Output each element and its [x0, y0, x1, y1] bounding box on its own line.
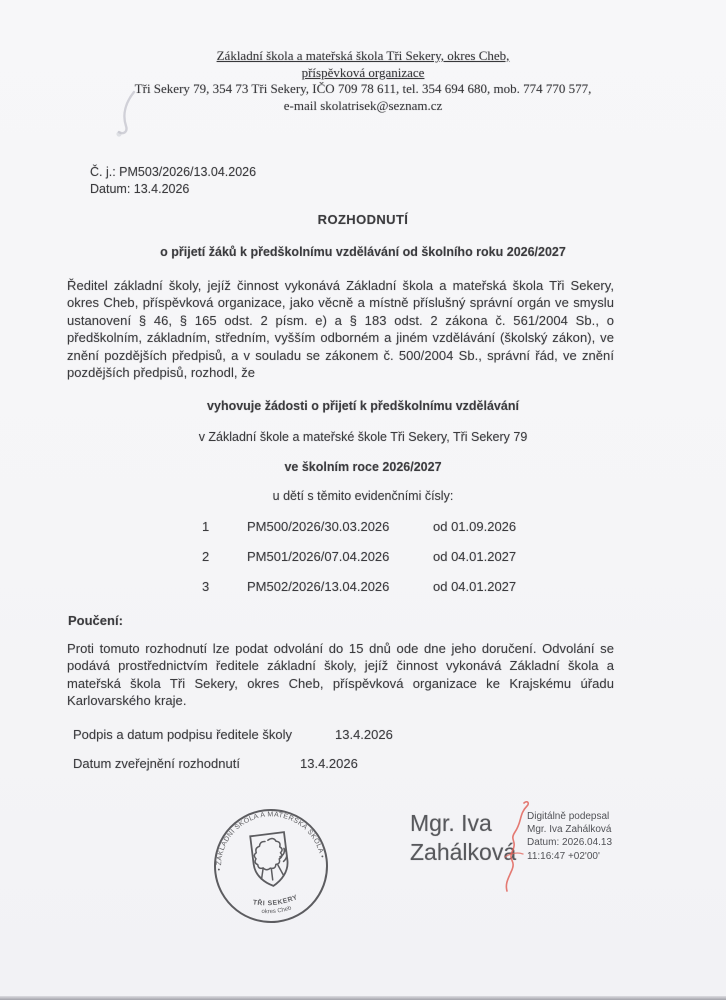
document-date: Datum: 13.4.2026	[90, 182, 190, 196]
document-title: ROZHODNUTÍ	[317, 212, 409, 227]
verdict-line: vyhovuje žádosti o přijetí k předškolnímu vzdělávání	[207, 399, 519, 413]
signer-name-line2: Zahálková	[410, 839, 517, 865]
svg-text:TŘI SEKERY	[251, 893, 299, 910]
admission-row	[0, 519, 726, 549]
signature-date-label: Podpis a datum podpisu ředitele školy	[73, 727, 292, 742]
signature-date-value: 13.4.2026	[335, 727, 393, 742]
digital-signature-details	[527, 810, 612, 863]
intro-paragraph: Ředitel základní školy, jejíž činnost vykonává Základní škola a mateřská škola Tři Sekery, okres Cheb, příspěvková organizace, jako věcně a místně příslušný správní orgán ve smyslu ustanovení § 46, § 165 odst. 2 písm. e) a § 183 odst. 2 zákona č. 561/2004 Sb., o předškolním, základním, středním, vyšším odborném a jiném vzdělávání (školský zákon), ve znění pozdějších předpisů, a v souladu se zákonem č. 500/2004 Sb., správní řád, ve znění pozdějších předpisů, rozhodl, že	[67, 278, 614, 381]
admission-start-date: od 01.09.2026	[433, 519, 517, 534]
reference-number: Č. j.: PM503/2026/13.04.2026	[90, 165, 257, 179]
stamp-town: TŘI SEKERY	[252, 893, 299, 908]
document-subtitle: o přijetí žáků k předškolnímu vzdělávání od školního roku 2026/2027	[160, 245, 566, 259]
svg-text:• ZÁKLADNÍ ŠKOLA A MATEŘSKÁ ŠK	[209, 805, 325, 872]
admission-number: 3	[202, 579, 210, 594]
children-intro-line: u dětí s těmito evidenčními čísly:	[272, 489, 454, 503]
signature-date-row	[73, 756, 633, 771]
digital-signature-line: 11:16:47 +02'00'	[527, 850, 600, 862]
address-line: Tři Sekery 79, 354 73 Tři Sekery, IČO 709 78 611, tel. 354 694 680, mob. 774 770 577,	[134, 81, 592, 96]
admission-id: PM501/2026/07.04.2026	[247, 549, 390, 564]
org-type: příspěvková organizace	[301, 64, 425, 80]
advice-heading: Poučení:	[68, 613, 123, 628]
scan-artifact	[108, 88, 152, 140]
signature-date-label: Datum zveřejnění rozhodnutí	[73, 756, 240, 771]
stamp-ring-text: • ZÁKLADNÍ ŠKOLA A MATEŘSKÁ ŠKOLA •	[216, 811, 326, 871]
digital-signature-line: Datum: 2026.04.13	[527, 837, 613, 849]
document-meta	[90, 164, 256, 198]
admission-number: 1	[202, 519, 210, 534]
email-line: e-mail skolatrisek@seznam.cz	[283, 97, 443, 113]
signer-name-line1: Mgr. Iva	[410, 810, 492, 836]
admission-id: PM502/2026/13.04.2026	[247, 579, 390, 594]
advice-paragraph: Proti tomuto rozhodnutí lze podat odvolání do 15 dnů ode dne jeho doručení. Odvolání se podává prostřednictvím ředitele základní školy, jejíž činnost vykonává Základní škola a mateřská škola Tři Sekery, okres Cheb, příspěvková organizace ke Krajskému úřadu Karlovarského kraje.	[67, 641, 614, 709]
signature-date-row	[73, 727, 633, 742]
digital-signature-line: Mgr. Iva Zahálková	[527, 824, 612, 836]
school-name: Základní škola a mateřská škola Tři Sekery, okres Cheb,	[216, 48, 510, 63]
school-year-line: ve školním roce 2026/2027	[284, 460, 442, 474]
school-stamp	[209, 804, 333, 928]
admission-number: 2	[202, 549, 210, 564]
admission-row	[0, 579, 726, 609]
admission-start-date: od 04.01.2027	[433, 579, 517, 594]
school-location-line: v Základní škole a mateřské škole Tři Sekery, Tři Sekery 79	[198, 430, 528, 444]
admission-id: PM500/2026/30.03.2026	[247, 519, 390, 534]
signature-date-value: 13.4.2026	[300, 756, 358, 771]
admission-row	[0, 549, 726, 579]
page-bottom-edge	[0, 996, 726, 1000]
digital-signature-line: Digitálně podepsal	[527, 811, 610, 822]
stamp-district: okres Cheb	[261, 905, 293, 916]
admissions-table	[0, 519, 726, 609]
admission-start-date: od 04.01.2027	[433, 549, 517, 564]
